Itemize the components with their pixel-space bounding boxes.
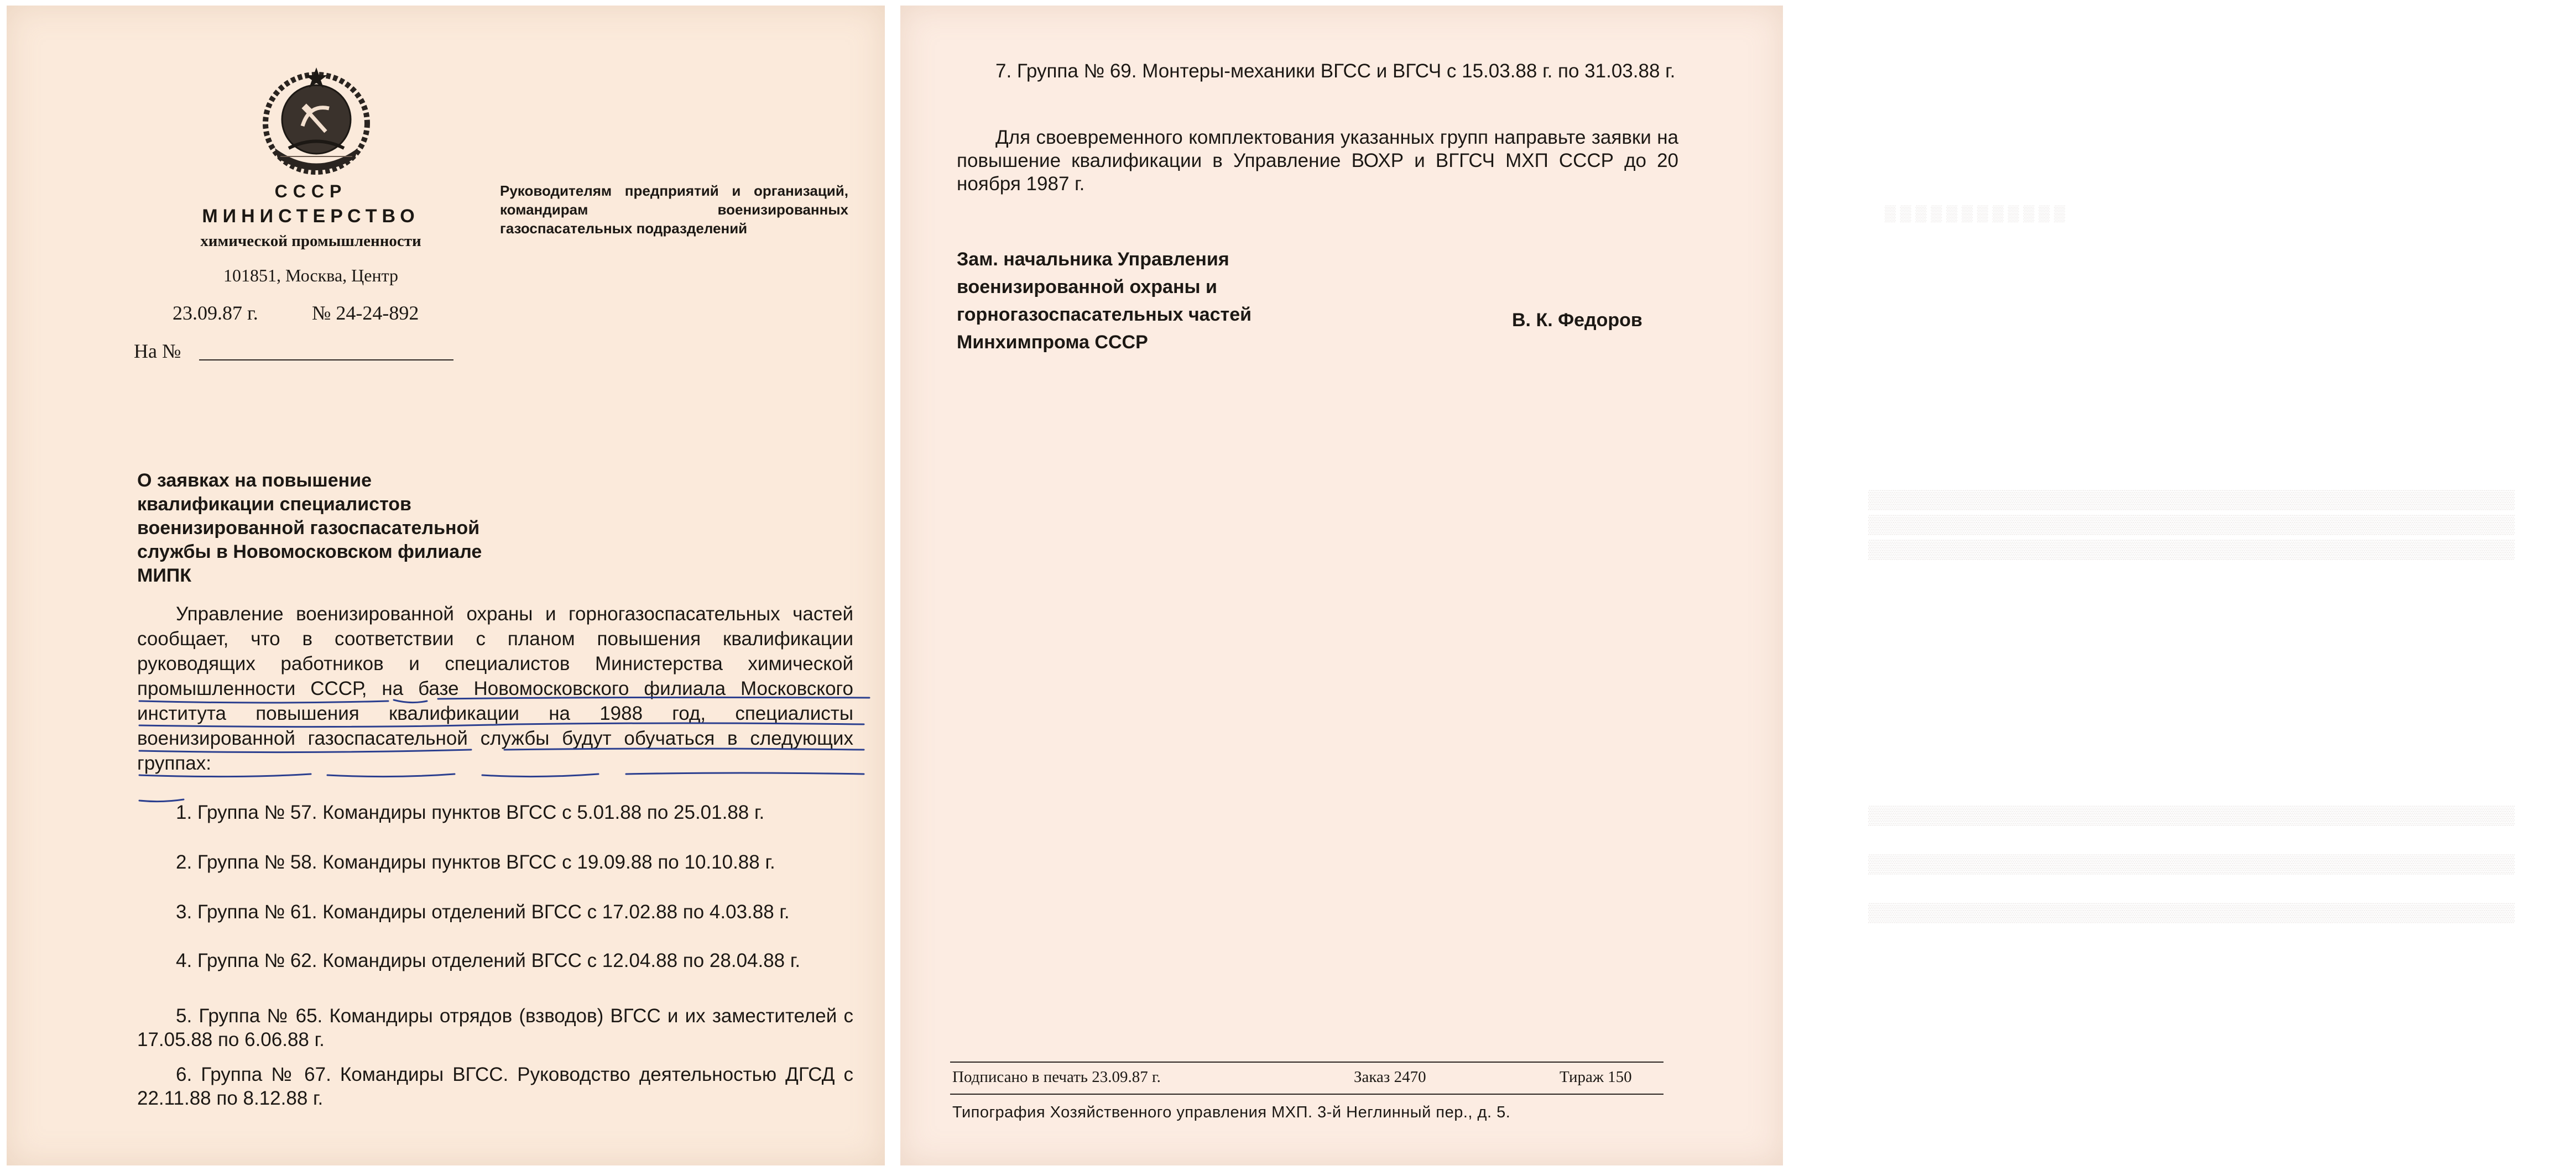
group-item: 5. Группа № 65. Командиры отрядов (взводов) ВГСС и их заместителей с 17.05.88 по 6.06.88 г. [137, 1005, 853, 1050]
group-item-7: 7. Группа № 69. Монтеры-механики ВГСС и ВГСЧ с 15.03.88 г. по 31.03.88 г. [995, 60, 1676, 82]
group-item: 1. Группа № 57. Командиры пунктов ВГСС с 5.01.88 по 25.01.88 г. [176, 802, 765, 823]
group-item: 2. Группа № 58. Командиры пунктов ВГСС с 19.09.88 по 10.10.88 г. [176, 851, 775, 873]
document-number: № 24-24-892 [312, 302, 419, 324]
printer-imprint: Типография Хозяйственного управления МХП. 3-й Неглинный пер., д. 5. [952, 1104, 1511, 1121]
pen-underlines [128, 658, 869, 824]
footer-rule [950, 1094, 1664, 1095]
letter-intro: Управление военизированной охраны и горногазоспасательных частей сообщает, что в соответствии с планом повышения квалификации руководящих работников и специалистов Министерства химической промышленности СССР, на базе Новомосковского филиала Московского института повышения квалификации на 1988 год, специалисты военизированной газоспасательной службы будут обучаться в следующих группах: [137, 603, 853, 774]
reference-blank-line [199, 359, 453, 360]
ministry-branch: химической промышленности [200, 232, 421, 250]
group-item: 4. Группа № 62. Командиры отделений ВГСС с 12.04.88 по 28.04.88 г. [176, 950, 801, 971]
left-page [7, 6, 885, 1165]
group-item: 3. Группа № 61. Командиры отделений ВГСС с 17.02.88 по 4.03.88 г. [176, 901, 790, 923]
signer-name: В. К. Федоров [1512, 310, 1642, 331]
document-date: 23.09.87 г. [173, 302, 258, 324]
ussr-emblem-icon [258, 65, 374, 176]
footer-rule [950, 1062, 1664, 1063]
letter-subject: О заявках на повышение квалификации специалистов военизированной газоспасательной службы в Новомосковском филиале МИПК [137, 470, 482, 586]
group-item: 6. Группа № 67. Командиры ВГСС. Руководство деятельностью ДГСД с 22.11.88 по 8.12.88 г. [137, 1064, 853, 1109]
reference-label: На № [134, 340, 181, 362]
request-paragraph: Для своевременного комплектования указанных групп направьте заявки на повышение квалификации в Управление ВОХР и ВГГСЧ МХП СССР до 20 ноября 1987 г. [957, 127, 1678, 195]
print-signed-date: Подписано в печать 23.09.87 г. [952, 1068, 1161, 1086]
signer-title: Зам. начальника Управления военизированной охраны и горногазоспасательных частей Минхимпрома СССР [957, 249, 1252, 353]
ministry-address: 101851, Москва, Центр [223, 265, 398, 285]
addressee-block: Руководителям предприятий и организаций, командирам военизированных газоспасательных подразделений [500, 182, 848, 237]
print-run: Тираж 150 [1560, 1068, 1632, 1086]
ministry-country: СССР [274, 181, 347, 201]
bleed-through-body: ▒▒▒▒▒▒▒▒▒▒▒▒▒▒▒▒▒▒▒▒▒▒▒▒▒▒▒▒▒▒▒▒▒▒▒▒▒▒▒▒▒▒▒▒▒▒▒▒▒▒ ▒▒▒▒▒▒▒▒▒▒▒▒▒▒▒▒▒▒▒▒▒▒▒▒▒▒▒▒▒▒▒▒▒▒▒▒▒▒▒▒▒▒▒▒▒▒▒▒▒▒ ▒▒▒▒▒▒▒▒▒▒▒▒▒▒▒▒▒▒▒▒▒▒▒▒▒▒▒▒▒▒▒▒▒▒▒▒▒▒▒▒▒▒▒▒▒▒▒▒▒▒ [1868, 489, 2515, 559]
ministry-name: МИНИСТЕРСТВО [202, 206, 420, 227]
bleed-through-header: ▒▒▒▒▒▒▒▒▒▒▒▒ [1885, 205, 2070, 222]
bleed-through-list: ▒▒▒▒▒▒▒▒▒▒▒▒▒▒▒▒▒▒▒▒▒▒▒▒▒▒▒▒▒▒▒▒▒▒▒▒▒▒▒▒▒▒▒▒▒▒▒▒▒▒ ▒▒▒▒▒▒▒▒▒▒▒▒▒▒▒▒▒▒▒▒▒▒▒▒▒▒▒▒▒▒▒▒▒▒▒▒▒▒▒▒▒▒▒▒▒▒▒▒▒▒ ▒▒▒▒▒▒▒▒▒▒▒▒▒▒▒▒▒▒▒▒▒▒▒▒▒▒▒▒▒▒▒▒▒▒▒▒▒▒▒▒▒▒▒▒▒▒▒▒▒▒ [1868, 804, 2515, 922]
print-order-number: Заказ 2470 [1354, 1068, 1426, 1086]
